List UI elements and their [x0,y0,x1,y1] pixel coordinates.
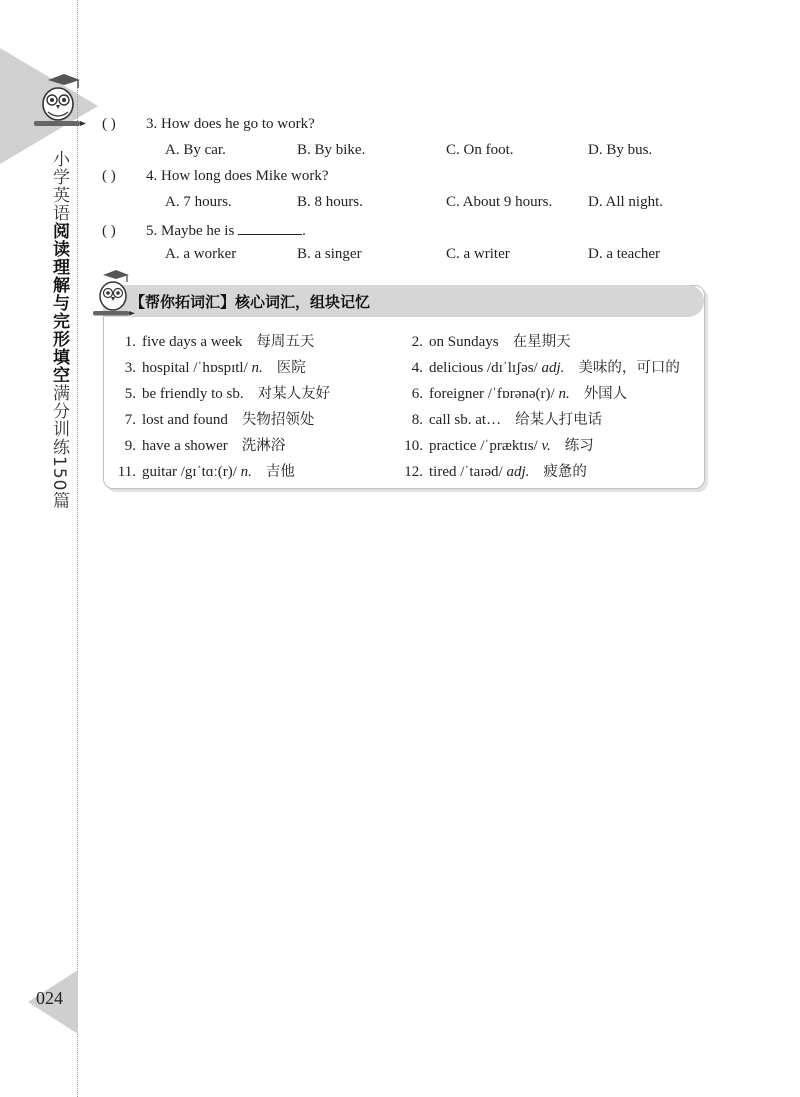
option-d: D. By bus. [588,142,653,158]
margin-dotted-line [77,0,78,1097]
answer-paren[interactable]: ( ) [102,168,116,184]
book-title-bold: 阅读理解与完形填空 [49,222,69,384]
owl-scholar-icon [30,72,86,132]
vocab-item-3: 3. hospital /ˈhɒspɪtl/ n. 医院 [124,360,306,376]
vocab-item-2: 2. on Sundays 在星期天 [411,334,571,350]
question-5 [102,220,306,240]
question-text: 3. How does he go to work? [146,116,315,132]
option-a: A. a worker [165,246,237,262]
vocab-item-10: 10. practice /ˈpræktɪs/ v. 练习 [404,438,594,454]
owl-scholar-icon [91,268,135,322]
option-a: A. 7 hours. [165,194,232,210]
vocab-item-6: 6. foreigner /ˈfɒrənə(r)/ n. 外国人 [411,386,628,402]
book-title-vertical [48,150,72,509]
book-title-part-2: 满分训练 [49,384,69,456]
option-d: D. All night. [588,194,664,210]
book-title-part-1: 小学英语 [49,150,69,222]
option-b: B. By bike. [297,142,366,158]
vocab-item-9: 9. have a shower 洗淋浴 [124,438,286,454]
vocab-header-title: 【帮你拓词汇】核心词汇，组块记忆 [130,293,371,311]
question-text: 4. How long does Mike work? [146,168,329,184]
vocab-item-1: 1. five days a week 每周五天 [124,334,315,350]
answer-paren[interactable]: ( ) [102,116,116,132]
question-text-end: . [302,223,306,239]
option-c: C. On foot. [446,142,514,158]
question-4 [102,168,328,185]
vocab-item-7: 7. lost and found 失物招领处 [124,412,315,428]
option-b: B. 8 hours. [297,194,363,210]
option-d: D. a teacher [588,246,661,262]
book-title-number: 150 [49,456,69,492]
option-b: B. a singer [297,246,362,262]
option-a: A. By car. [165,142,226,158]
option-c: C. About 9 hours. [446,194,553,210]
vocab-item-11: 11. guitar /gɪˈtɑː(r)/ n. 吉他 [117,464,295,480]
fill-in-blank[interactable] [238,220,302,235]
page-number: 024 [36,988,63,1008]
book-title-end: 篇 [49,491,69,510]
option-c: C. a writer [446,246,510,262]
answer-paren[interactable]: ( ) [102,223,116,239]
question-text: 5. Maybe he is [146,223,235,239]
question-3 [102,116,315,133]
vocab-item-5: 5. be friendly to sb. 对某人友好 [124,386,331,402]
vocab-item-12: 12. tired /ˈtaɪəd/ adj. 疲惫的 [404,464,587,480]
vocab-item-4: 4. delicious /dɪˈlɪʃəs/ adj. 美味的，可口的 [411,360,680,376]
vocab-item-8: 8. call sb. at… 给某人打电话 [411,412,603,428]
